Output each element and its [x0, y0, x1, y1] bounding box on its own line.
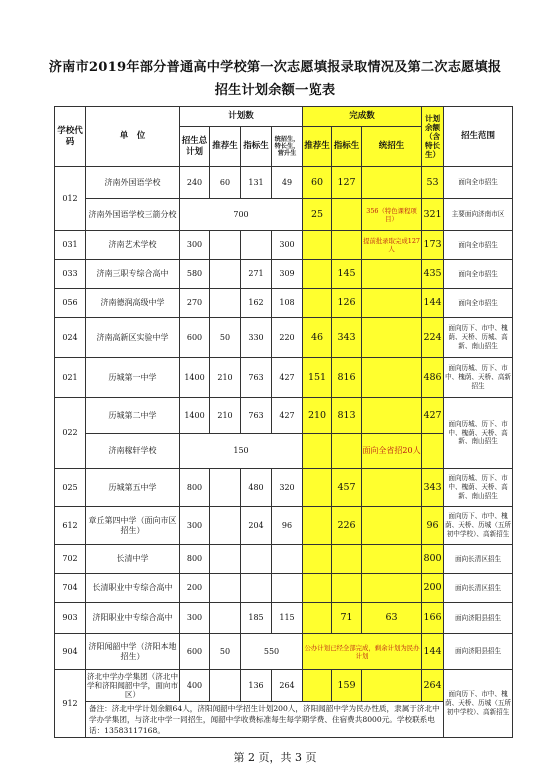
- done-zhibiao: 343: [332, 318, 362, 358]
- plan-tuijian: 210: [210, 398, 241, 434]
- table-row: [55, 289, 513, 318]
- scope: 面向历下、市中、槐荫、天桥、历城（五所初中学校）、高新招生: [444, 670, 513, 738]
- table-row: [55, 358, 513, 398]
- plan-tuijian: 210: [210, 358, 241, 398]
- plan-tuijian: 60: [210, 167, 241, 199]
- school-code: 012: [55, 167, 86, 231]
- plan-zhibiao: [241, 574, 272, 603]
- school-name: 历城第二中学: [86, 398, 180, 434]
- done-tuijian: [303, 545, 332, 574]
- plan-tongzhao: 550: [241, 634, 303, 670]
- done-tuijian: [303, 507, 332, 545]
- done-tongzhao: [362, 289, 422, 318]
- school-code: 031: [55, 231, 86, 260]
- done-tuijian: 46: [303, 318, 332, 358]
- done-zhibiao: 145: [332, 260, 362, 289]
- school-code: 024: [55, 318, 86, 358]
- scope: 面向济阳县招生: [444, 634, 513, 670]
- done-tongzhao: [362, 574, 422, 603]
- table-row: [55, 670, 513, 702]
- plan-tuijian: [210, 231, 241, 260]
- remain: [422, 434, 444, 469]
- remain: 96: [422, 507, 444, 545]
- plan-tongzhao: 108: [272, 289, 303, 318]
- done-zhibiao: 127: [332, 167, 362, 199]
- done-zhibiao: 457: [332, 469, 362, 507]
- plan-merged: 150: [180, 434, 303, 469]
- school-name: 历城第一中学: [86, 358, 180, 398]
- scope: 面向历下、市中、槐荫、天桥、历城、高新、南山招生: [444, 318, 513, 358]
- school-name: 济南稼轩学校: [86, 434, 180, 469]
- header-zhibiao: 指标生: [241, 127, 272, 167]
- done-zhibiao: [332, 199, 362, 231]
- done-zhibiao: 226: [332, 507, 362, 545]
- scope: 面向济阳县招生: [444, 603, 513, 634]
- remain: 166: [422, 603, 444, 634]
- plan-zhibiao: 763: [241, 358, 272, 398]
- school-name: 长清中学: [86, 545, 180, 574]
- done-zhibiao: [332, 574, 362, 603]
- scope: 面向历城、历下、市中、槐荫、天桥、高新、南山招生: [444, 469, 513, 507]
- scope: 面向全市招生: [444, 231, 513, 260]
- document-title-line1: 济南市2019年部分普通高中学校第一次志愿填报录取情况及第二次志愿填报: [48, 60, 502, 75]
- plan-total: 300: [180, 231, 210, 260]
- school-name: 济南高新区实验中学: [86, 318, 180, 358]
- plan-zhibiao: 162: [241, 289, 272, 318]
- plan-total: 600: [180, 634, 210, 670]
- plan-tuijian: [210, 574, 241, 603]
- header-done: 完成数: [303, 107, 422, 127]
- scope: 面向历下、市中、槐荫、天桥、历城（五所初中学校）、高新招生: [444, 507, 513, 545]
- done-tuijian: [303, 289, 332, 318]
- done-zhibiao: 126: [332, 289, 362, 318]
- plan-total: 1400: [180, 358, 210, 398]
- header-done-tongzhao: 统招生: [362, 127, 422, 167]
- plan-tuijian: [210, 469, 241, 507]
- header-done-tuijian: 推荐生: [303, 127, 332, 167]
- done-tongzhao: [362, 545, 422, 574]
- remain: 800: [422, 545, 444, 574]
- plan-zhibiao: 330: [241, 318, 272, 358]
- quota-table: [54, 106, 513, 738]
- done-tuijian: 210: [303, 398, 332, 434]
- school-code: 056: [55, 289, 86, 318]
- scope: 面向历城、历下、市中、槐荫、天桥、高新招生: [444, 358, 513, 398]
- document-title-line2: 招生计划余额一览表: [214, 83, 336, 98]
- school-name: 长清职业中专综合高中: [86, 574, 180, 603]
- done-zhibiao: 71: [332, 603, 362, 634]
- school-code: 025: [55, 469, 86, 507]
- table-row: [55, 260, 513, 289]
- done-note: 提前批录取完成127人: [362, 231, 422, 260]
- plan-tongzhao: 49: [272, 167, 303, 199]
- plan-tongzhao: [272, 574, 303, 603]
- done-tuijian: 25: [303, 199, 332, 231]
- remain: 173: [422, 231, 444, 260]
- plan-tongzhao: 115: [272, 603, 303, 634]
- table-row: [55, 634, 513, 670]
- plan-tuijian: [210, 670, 241, 702]
- plan-tongzhao: 427: [272, 398, 303, 434]
- plan-tongzhao: 300: [272, 231, 303, 260]
- table-row: [55, 398, 513, 434]
- done-zhibiao: 816: [332, 358, 362, 398]
- remain: 435: [422, 260, 444, 289]
- plan-zhibiao: 185: [241, 603, 272, 634]
- school-code: 033: [55, 260, 86, 289]
- header-tuijian: 推荐生: [210, 127, 241, 167]
- done-tongzhao: [362, 507, 422, 545]
- remain: 224: [422, 318, 444, 358]
- table-row: [55, 545, 513, 574]
- remain: 144: [422, 289, 444, 318]
- plan-total: 580: [180, 260, 210, 289]
- plan-tongzhao: 264: [272, 670, 303, 702]
- plan-total: 600: [180, 318, 210, 358]
- remain: 264: [422, 670, 444, 702]
- plan-total: 240: [180, 167, 210, 199]
- school-name: 历城第五中学: [86, 469, 180, 507]
- plan-tongzhao: 309: [272, 260, 303, 289]
- scope: 面向全市招生: [444, 260, 513, 289]
- school-name: 济南艺术学校: [86, 231, 180, 260]
- school-code: 904: [55, 634, 86, 670]
- plan-zhibiao: 136: [241, 670, 272, 702]
- done-tuijian: [303, 574, 332, 603]
- plan-tuijian: [210, 260, 241, 289]
- plan-tuijian: 50: [210, 634, 241, 670]
- done-note: 公办计划已经全部完成，剩余计划为民办计划: [303, 634, 422, 670]
- plan-tuijian: [210, 545, 241, 574]
- header-remain: 计划余额（含特长生）: [422, 107, 444, 167]
- scope: 面向长清区招生: [444, 545, 513, 574]
- school-name: 济南外国语学校三箭分校: [86, 199, 180, 231]
- plan-total: 1400: [180, 398, 210, 434]
- table-row: [55, 469, 513, 507]
- school-code: 704: [55, 574, 86, 603]
- scope: 面向长清区招生: [444, 574, 513, 603]
- remain: 144: [422, 634, 444, 670]
- done-tongzhao: [362, 260, 422, 289]
- plan-tongzhao: 96: [272, 507, 303, 545]
- done-tongzhao: [362, 318, 422, 358]
- plan-total: 300: [180, 507, 210, 545]
- plan-tuijian: 50: [210, 318, 241, 358]
- plan-total: 800: [180, 469, 210, 507]
- done-zhibiao: [332, 545, 362, 574]
- header-row-1: [55, 107, 513, 127]
- table-row: [55, 574, 513, 603]
- plan-total: 200: [180, 574, 210, 603]
- remain: 343: [422, 469, 444, 507]
- done-zhibiao: [332, 231, 362, 260]
- done-tuijian: [303, 260, 332, 289]
- plan-tongzhao: 320: [272, 469, 303, 507]
- remain: 53: [422, 167, 444, 199]
- remain: 427: [422, 398, 444, 434]
- plan-merged: 700: [180, 199, 303, 231]
- page-footer: 第 2 页，共 3 页: [233, 751, 317, 764]
- plan-tuijian: [210, 289, 241, 318]
- school-code: 021: [55, 358, 86, 398]
- school-code: 903: [55, 603, 86, 634]
- school-code: 612: [55, 507, 86, 545]
- scope: 面向全市招生: [444, 167, 513, 199]
- plan-zhibiao: [241, 231, 272, 260]
- table-row: [55, 199, 513, 231]
- plan-zhibiao: 271: [241, 260, 272, 289]
- done-tongzhao: [362, 358, 422, 398]
- done-tuijian: [303, 469, 332, 507]
- school-code: 702: [55, 545, 86, 574]
- school-name: 济南德润高级中学: [86, 289, 180, 318]
- header-tongzhao: 统招生，特长生，营升生: [272, 127, 303, 167]
- header-plan: 计划数: [180, 107, 303, 127]
- done-tuijian: [303, 231, 332, 260]
- header-total: 招生总计划: [180, 127, 210, 167]
- school-name: 济北中学办学集团（济北中学和济阳闻韶中学，面向市区）: [86, 670, 180, 702]
- scope: 面向全市招生: [444, 289, 513, 318]
- done-tuijian: [303, 434, 332, 469]
- school-name: 章丘第四中学（面向市区招生）: [86, 507, 180, 545]
- plan-total: 300: [180, 603, 210, 634]
- done-zhibiao: 813: [332, 398, 362, 434]
- plan-zhibiao: 204: [241, 507, 272, 545]
- done-tongzhao: [362, 670, 422, 702]
- table-row: [55, 507, 513, 545]
- scope: 主要面向济南市区: [444, 199, 513, 231]
- header-unit: 单 位: [86, 107, 180, 167]
- plan-zhibiao: [241, 545, 272, 574]
- school-name: 济南外国语学校: [86, 167, 180, 199]
- done-zhibiao: 159: [332, 670, 362, 702]
- remain: 200: [422, 574, 444, 603]
- school-name: 济南三职专综合高中: [86, 260, 180, 289]
- done-zhibiao: [332, 434, 362, 469]
- remain: 321: [422, 199, 444, 231]
- school-code: 912: [55, 670, 86, 738]
- school-name: 济阳职业中专综合高中: [86, 603, 180, 634]
- plan-zhibiao: 763: [241, 398, 272, 434]
- done-tongzhao: [362, 167, 422, 199]
- done-note: 面向全省招20人: [362, 434, 422, 469]
- plan-total: 800: [180, 545, 210, 574]
- done-tongzhao: 63: [362, 603, 422, 634]
- done-tuijian: [303, 670, 332, 702]
- done-tuijian: 151: [303, 358, 332, 398]
- school-name: 济阳闻韶中学（济阳本地招生）: [86, 634, 180, 670]
- plan-tuijian: [210, 603, 241, 634]
- header-code: 学校代码: [55, 107, 86, 167]
- plan-total: 400: [180, 670, 210, 702]
- done-tongzhao: 356（特色课程项目）: [362, 199, 422, 231]
- plan-zhibiao: 480: [241, 469, 272, 507]
- done-tuijian: [303, 603, 332, 634]
- table-row: [55, 167, 513, 199]
- plan-total: 270: [180, 289, 210, 318]
- plan-tongzhao: 220: [272, 318, 303, 358]
- scope: 面向历城、历下、市中、槐荫、天桥、高新、南山招生: [444, 398, 513, 469]
- plan-zhibiao: 131: [241, 167, 272, 199]
- school-code: 022: [55, 398, 86, 469]
- plan-tongzhao: 427: [272, 358, 303, 398]
- table-row: [55, 603, 513, 634]
- table-row: [55, 318, 513, 358]
- remain: 486: [422, 358, 444, 398]
- header-done-zhibiao: 指标生: [332, 127, 362, 167]
- done-tuijian: 60: [303, 167, 332, 199]
- done-tongzhao: [362, 398, 422, 434]
- plan-tuijian: [210, 507, 241, 545]
- table-row: [55, 231, 513, 260]
- plan-tongzhao: [272, 545, 303, 574]
- header-scope: 招生范围: [444, 107, 513, 167]
- note-text: 备注：济北中学计划余额64人，济阳闻韶中学招生计划200人，济阳闻韶中学为民办性质，隶属于济北中学办学集团，与济北中学一同招生，闻韶中学收费标准每生每学期学费、住宿费共8000元。学校联系电话：13583117168。: [86, 702, 444, 738]
- done-tongzhao: [362, 469, 422, 507]
